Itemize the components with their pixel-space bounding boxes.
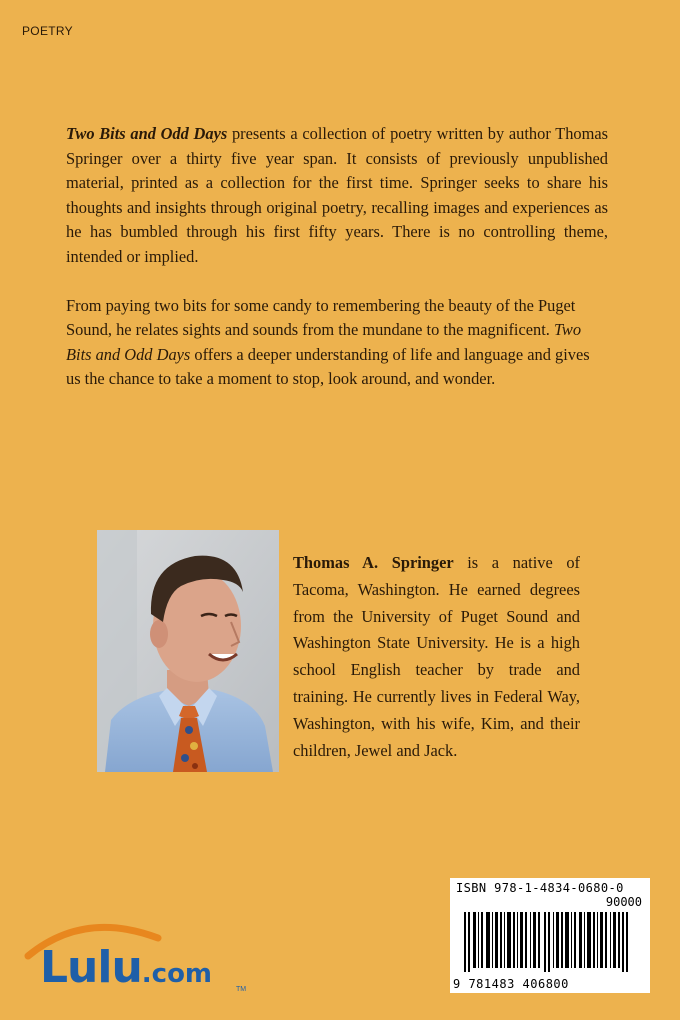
book-title: Two Bits and Odd Days bbox=[66, 124, 228, 143]
logo-suffix: .com bbox=[141, 959, 213, 989]
genre-label: POETRY bbox=[22, 24, 73, 38]
isbn-number: ISBN 978-1-4834-0680-0 bbox=[456, 881, 624, 895]
book-description bbox=[66, 122, 608, 416]
ean-digits: 9 781483 406800 bbox=[453, 977, 569, 991]
lulu-wordmark bbox=[40, 942, 212, 993]
author-name: Thomas A. Springer bbox=[293, 553, 454, 572]
description-text-1: presents a collection of poetry written by author Thomas Springer over a thirty five year span. It consists of previously unpublished material, printed as a collection for the first time. Springer seeks to share his thoughts and insights through original poetry, recalling images and experiences as he has bumbled through his first fifty years. There is no controlling theme, intended or implied. bbox=[66, 124, 608, 266]
logo-brand: Lulu bbox=[40, 942, 142, 993]
book-title-inline: Two Bits and Odd Days bbox=[66, 320, 582, 364]
barcode-bars bbox=[464, 898, 640, 972]
isbn-barcode bbox=[450, 878, 650, 993]
lulu-logo bbox=[24, 916, 254, 1000]
author-bio bbox=[293, 550, 580, 764]
description-paragraph-2 bbox=[66, 294, 608, 392]
description-text-2-end: offers a deeper understanding of life and language and gives us the chance to take a moment to stop, look around, and wonder. bbox=[66, 344, 590, 389]
author-photo bbox=[97, 530, 279, 772]
description-paragraph-1 bbox=[66, 122, 608, 270]
description-text-2: From paying two bits for some candy to remembering the beauty of the Puget Sound, he relates sights and sounds from the mundane to the magnificent. bbox=[66, 295, 576, 340]
price-code: 90000 bbox=[605, 895, 642, 909]
trademark-mark: TM bbox=[236, 986, 247, 993]
author-bio-text: is a native of Tacoma, Washington. He earned degrees from the University of Puget Sound and Washington State University. He is a high school English teacher by trade and training. He currently lives in Federal Way, Washington, with his wife, Kim, and their children, Jewel and Jack. bbox=[293, 553, 580, 760]
